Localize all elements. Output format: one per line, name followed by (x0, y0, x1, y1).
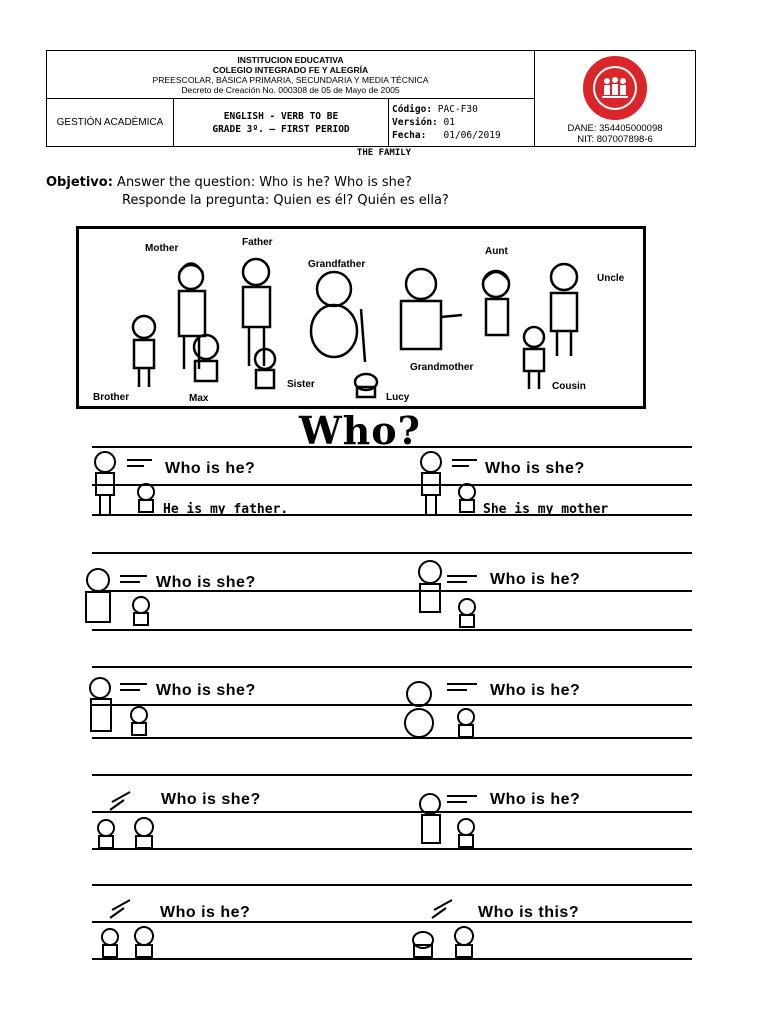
codigo-label: Código: (392, 104, 433, 115)
worksheet (62, 440, 642, 965)
objective-label: Objetivo: (46, 175, 113, 190)
fecha-label: Fecha: (392, 130, 427, 141)
institution-line: COLEGIO INTEGRADO FE Y ALEGRÍA (212, 64, 369, 75)
codigo-value: PAC-F30 (437, 104, 478, 115)
dane-number: DANE: 354405000098 (567, 122, 663, 134)
logo-cell (535, 51, 696, 147)
uncle-figure (551, 264, 577, 356)
who-heading: Who? (299, 408, 421, 453)
header-table (46, 50, 696, 147)
cousin-figure (524, 327, 544, 389)
family-drawing (79, 229, 643, 406)
brother-figure (133, 316, 155, 387)
answer-2: She is my mother (483, 502, 609, 517)
area-cell: GESTIÓN ACADÉMICA (47, 99, 174, 147)
label-mother: Mother (145, 243, 179, 254)
label-grandfather: Grandfather (308, 259, 366, 270)
label-grandmother: Grandmother (410, 362, 474, 373)
label-lucy: Lucy (386, 392, 410, 403)
objective-english: Answer the question: Who is he? Who is she? (117, 175, 412, 190)
question-4: Who is he? (490, 571, 581, 588)
subject-cell (174, 99, 389, 147)
institution-line: INSTITUCION EDUCATIVA (237, 54, 344, 65)
lucy-dog (355, 374, 377, 397)
question-10: Who is this? (478, 904, 580, 921)
label-max: Max (189, 393, 209, 404)
label-father: Father (242, 237, 273, 248)
family-illustration (76, 226, 646, 409)
document-title: THE FAMILY (356, 148, 412, 158)
version-label: Versión: (392, 117, 438, 128)
nit-number: NIT: 807007898-6 (577, 133, 653, 145)
label-sister: Sister (287, 379, 315, 390)
institution-line: Decreto de Creación No. 000308 de 05 de Mayo de 2005 (181, 84, 400, 95)
mother-figure (179, 264, 205, 370)
institution-cell (47, 51, 535, 99)
fecha-value: 01/06/2019 (443, 130, 501, 141)
grandmother-figure (401, 269, 462, 349)
aunt-figure (483, 271, 509, 335)
question-6: Who is he? (490, 682, 581, 699)
grandfather-figure (311, 272, 365, 362)
question-9: Who is he? (160, 904, 251, 921)
subject-line: ENGLISH - VERB TO BE (223, 110, 339, 122)
worksheet-figures (62, 440, 642, 965)
objective (46, 174, 449, 210)
school-logo (580, 53, 650, 123)
answer-1: He is my father. (163, 502, 289, 517)
version-value: 01 (443, 117, 455, 128)
document-codes (389, 99, 535, 147)
question-8: Who is he? (490, 791, 581, 808)
institution-line: PREESCOLAR, BÁSICA PRIMARIA, SECUNDARIA Y MEDIA TÉCNICA (152, 74, 429, 85)
label-brother: Brother (93, 392, 130, 403)
label-uncle: Uncle (597, 273, 625, 284)
objective-spanish: Responde la pregunta: Quien es él? Quién es ella? (122, 193, 449, 208)
question-5: Who is she? (156, 682, 256, 699)
question-3: Who is she? (156, 574, 256, 591)
max-figure (194, 335, 218, 381)
question-2: Who is she? (485, 460, 585, 477)
question-1: Who is he? (165, 460, 256, 477)
grade-line: GRADE 3º. – FIRST PERIOD (212, 123, 350, 135)
label-cousin: Cousin (552, 381, 586, 392)
label-aunt: Aunt (485, 246, 508, 257)
question-7: Who is she? (161, 791, 261, 808)
